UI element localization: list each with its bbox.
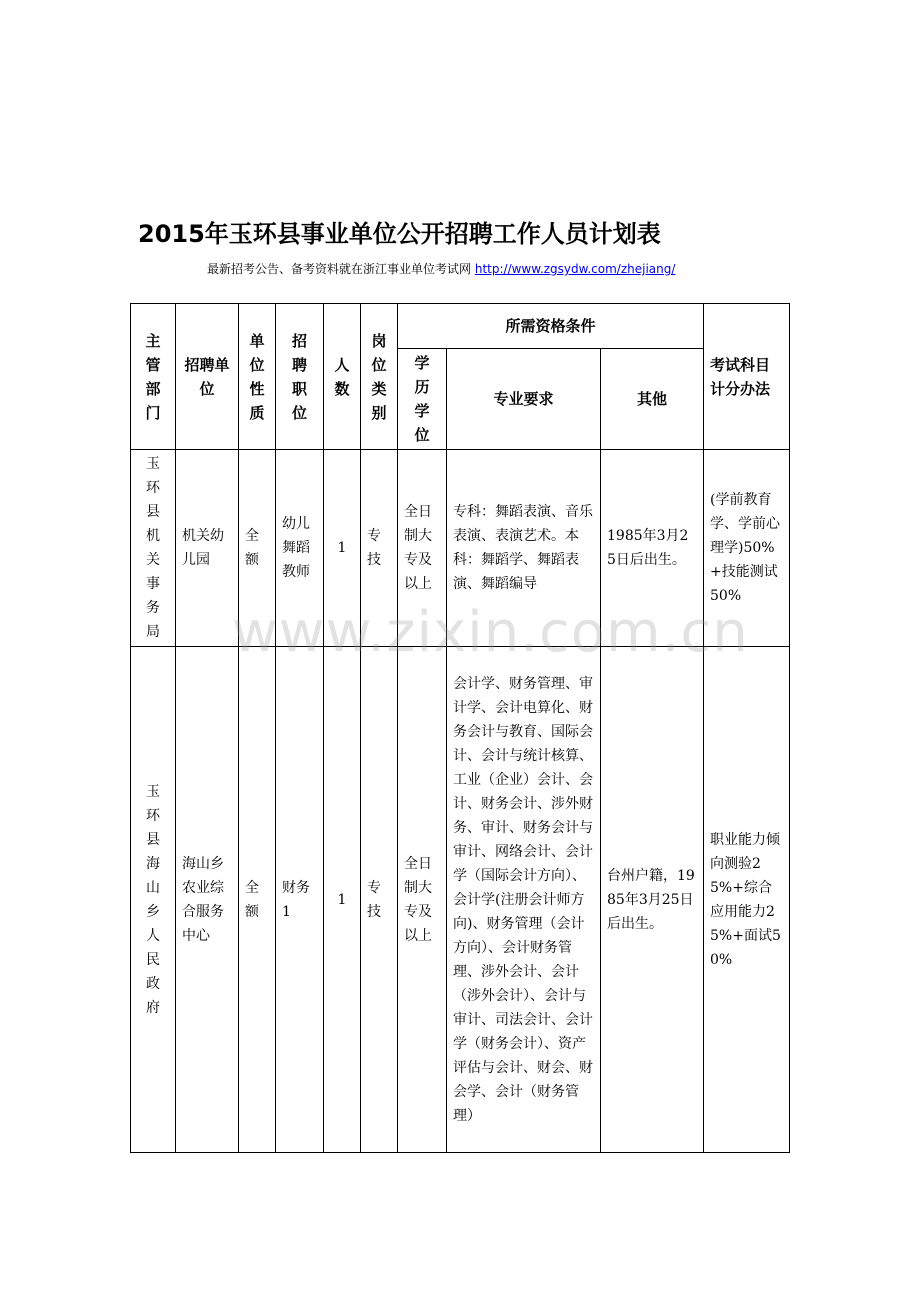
- header-dept: 主管部门: [131, 304, 176, 450]
- cell-dept: 玉环县机关事务局: [131, 450, 176, 647]
- header-category: 岗位类别: [361, 304, 398, 450]
- watermark: www.zixin.com.cn: [232, 600, 749, 665]
- subtitle: [207, 260, 887, 277]
- cell-unit: 海山乡农业综合服务中心: [176, 647, 239, 1153]
- cell-category: 专技: [361, 450, 398, 647]
- header-nature: 单位性质: [239, 304, 276, 450]
- subtitle-text: 最新招考公告、备考资料就在浙江事业单位考试网: [207, 262, 472, 276]
- cell-nature: 全额: [239, 450, 276, 647]
- cell-nature: 全额: [239, 647, 276, 1153]
- cell-unit: 机关幼儿园: [176, 450, 239, 647]
- header-position: 招聘职位: [276, 304, 324, 450]
- cell-count: 1: [324, 450, 361, 647]
- exam-site-link[interactable]: http://www.zgsydw.com/zhejiang/: [474, 262, 676, 276]
- table-row: [131, 450, 790, 647]
- table-row: [131, 647, 790, 1153]
- cell-category: 专技: [361, 647, 398, 1153]
- header-row-1: [131, 304, 790, 349]
- cell-exam: 职业能力倾向测验25%+综合应用能力25%+面试50%: [704, 647, 790, 1153]
- cell-other: 1985年3月25日后出生。: [601, 450, 704, 647]
- header-exam: 考试科目计分办法: [704, 304, 790, 450]
- cell-position: 财务1: [276, 647, 324, 1153]
- header-other: 其他: [601, 349, 704, 450]
- cell-education: 全日制大专及以上: [398, 450, 447, 647]
- header-unit: 招聘单位: [176, 304, 239, 450]
- header-count: 人数: [324, 304, 361, 450]
- cell-position: 幼儿舞蹈教师: [276, 450, 324, 647]
- cell-dept: 玉环县海山乡人民政府: [131, 647, 176, 1153]
- cell-other: 台州户籍，1985年3月25日后出生。: [601, 647, 704, 1153]
- cell-exam: (学前教育学、学前心理学)50%+技能测试50%: [704, 450, 790, 647]
- header-major: 专业要求: [447, 349, 601, 450]
- recruitment-plan-table: [130, 303, 790, 1153]
- header-qualifications: 所需资格条件: [398, 304, 704, 349]
- cell-education: 全日制大专及以上: [398, 647, 447, 1153]
- page-title: 2015年玉环县事业单位公开招聘工作人员计划表: [138, 220, 661, 248]
- header-education: 学历学位: [398, 349, 447, 450]
- cell-major: 专科：舞蹈表演、音乐表演、表演艺术。本科：舞蹈学、舞蹈表演、舞蹈编导: [447, 450, 601, 647]
- cell-count: 1: [324, 647, 361, 1153]
- cell-major: 会计学、财务管理、审计学、会计电算化、财务会计与教育、国际会计、会计与统计核算、工业（企业）会计、会计、财务会计、涉外财务、审计、财务会计与审计、网络会计、会计学（国际会计方向）、会计学(注册会计师方向)、财务管理（会计方向）、会计财务管理、涉外会计、会计（涉外会计）、会计与审计、司法会计、会计学（财务会计）、资产评估与会计、财会、财会学、会计（财务管理）: [447, 647, 601, 1153]
